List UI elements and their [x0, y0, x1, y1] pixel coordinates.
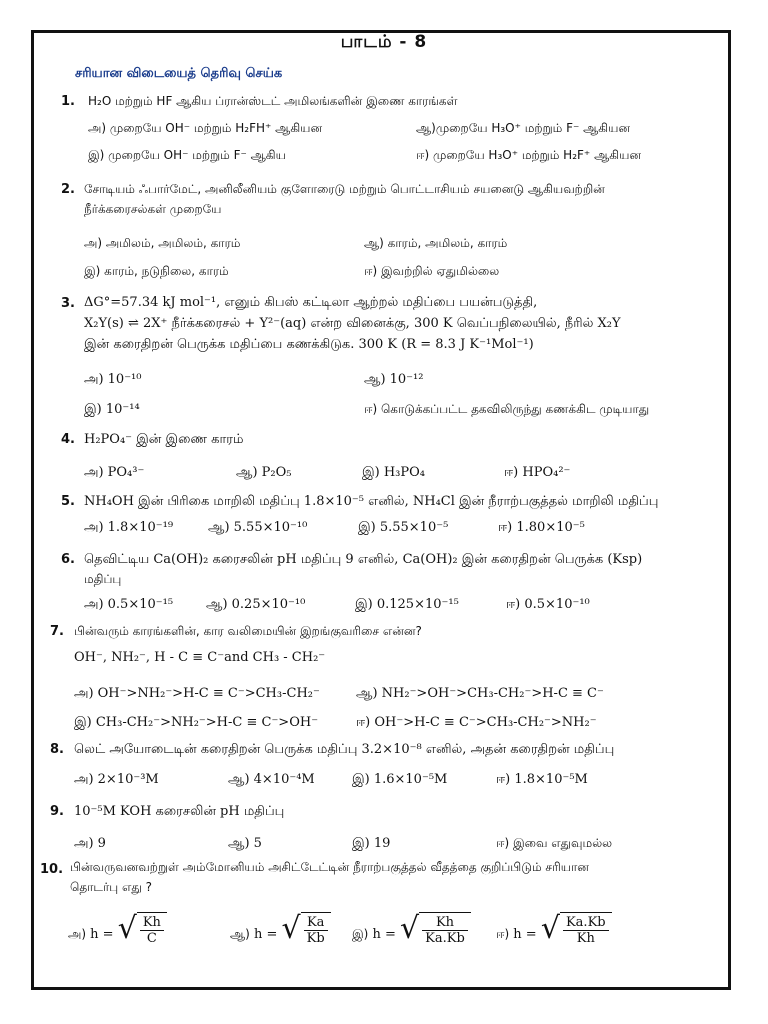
option-c: இ) 0.125×10⁻¹⁵ [355, 597, 459, 612]
option-d: ஈ) 0.5×10⁻¹⁰ [506, 597, 590, 612]
option-a: அ) PO₄³⁻ [84, 465, 145, 480]
option-c: இ) முறையே OH⁻ மற்றும் F⁻ ஆகிய [88, 148, 286, 162]
option-d: ஈ) OH⁻>H-C ≡ C⁻>CH₃-CH₂⁻>NH₂⁻ [356, 715, 597, 730]
question-text-line2: மதிப்பு [84, 572, 122, 586]
option-d: ஈ) 1.80×10⁻⁵ [498, 520, 585, 535]
question-text-line3: இன் கரைதிறன் பெருக்க மதிப்பை கணக்கிடுக. 300 K (R = 8.3 J K⁻¹Mol⁻¹) [84, 337, 534, 352]
option-a: அ) OH⁻>NH₂⁻>H-C ≡ C⁻>CH₃-CH₂⁻ [74, 686, 320, 701]
option-b: ஆ)முறையே H₃O⁺ மற்றும் F⁻ ஆகியன [416, 121, 631, 135]
option-c: இ) CH₃-CH₂⁻>NH₂⁻>H-C ≡ C⁻>OH⁻ [74, 715, 319, 730]
option-c: இ) 5.55×10⁻⁵ [358, 520, 449, 535]
option-c [352, 912, 471, 946]
question-text-line2: நீர்க்கரைசல்கள் முறையே [84, 202, 222, 216]
sqrt-expression [541, 912, 612, 946]
question-number: 1. [61, 94, 75, 109]
question-text: லெட் அயோடைடின் கரைதிறன் பெருக்க மதிப்பு 3.2×10⁻⁸ எனில், அதன் கரைதிறன் மதிப்பு [74, 742, 615, 757]
question-text: NH₄OH இன் பிரிகை மாறிலி மதிப்பு 1.8×10⁻⁵ எனில், NH₄Cl இன் நீராற்பகுத்தல் மாறிலி மதிப்பு [84, 494, 659, 509]
lesson-title: பாடம் - 8 [340, 32, 428, 52]
h-equals: h = [254, 927, 278, 942]
denominator: C [146, 931, 157, 946]
denominator: Kb [306, 931, 325, 946]
option-d: ஈ) இவற்றில் ஏதுமில்லை [364, 264, 500, 278]
numerator: Ka.Kb [563, 915, 609, 931]
question-number: 5. [61, 494, 75, 509]
option-a: அ) அமிலம், அமிலம், காரம் [84, 236, 241, 250]
option-c: இ) 19 [352, 836, 391, 851]
option-label: அ) [68, 927, 87, 941]
denominator: Kh [576, 931, 595, 946]
h-equals: h = [372, 927, 396, 942]
option-d [496, 912, 612, 946]
option-c: இ) 1.6×10⁻⁵M [352, 772, 448, 787]
denominator: Ka.Kb [425, 931, 465, 946]
option-d: ஈ) முறையே H₃O⁺ மற்றும் H₂F⁺ ஆகியன [416, 148, 641, 162]
option-a: அ) 9 [74, 836, 106, 851]
option-a: அ) முறையே OH⁻ மற்றும் H₂FH⁺ ஆகியன [88, 121, 323, 135]
option-b: ஆ) காரம், அமிலம், காரம் [364, 236, 508, 250]
instruction-heading: சரியான விடையைத் தெரிவு செய்க [75, 66, 283, 81]
numerator: Kh [140, 915, 164, 931]
h-equals: h = [90, 927, 114, 942]
numerator: Kh [422, 915, 468, 931]
question-number: 4. [61, 432, 75, 447]
option-c: இ) 10⁻¹⁴ [84, 402, 140, 417]
h-equals: h = [513, 927, 537, 942]
question-text-line1: சோடியம் ஃபார்மேட், அனிலீனியம் குளோரைடு மற்றும் பொட்டாசியம் சயனைடு ஆகியவற்றின் [84, 182, 605, 196]
question-number: 9. [50, 804, 64, 819]
option-c: இ) காரம், நடுநிலை, காரம் [84, 264, 229, 278]
numerator: Ka [304, 915, 328, 931]
option-b: ஆ) NH₂⁻>OH⁻>CH₃-CH₂⁻>H-C ≡ C⁻ [356, 686, 604, 701]
species-list: OH⁻, NH₂⁻, H - C ≡ C⁻and CH₃ - CH₂⁻ [74, 650, 326, 665]
option-label: இ) [352, 927, 369, 941]
sqrt-icon: √ [281, 911, 301, 946]
question-number: 2. [61, 182, 75, 197]
question-number: 8. [50, 742, 64, 757]
question-number: 7. [50, 624, 64, 639]
sqrt-icon: √ [540, 911, 560, 946]
option-b: ஆ) 4×10⁻⁴M [228, 772, 315, 787]
option-a: அ) 10⁻¹⁰ [84, 372, 142, 387]
option-b: ஆ) 5.55×10⁻¹⁰ [208, 520, 308, 535]
question-number: 10. [40, 862, 64, 877]
option-a: அ) 1.8×10⁻¹⁹ [84, 520, 174, 535]
question-text-line1: ΔG°=57.34 kJ mol⁻¹, எனும் கிபஸ் கட்டிலா ஆற்றல் மதிப்பை பயன்படுத்தி, [84, 295, 538, 310]
question-text-line1: தெவிட்டிய Ca(OH)₂ கரைசலின் pH மதிப்பு 9 எனில், Ca(OH)₂ இன் கரைதிறன் பெருக்க (Ksp) [84, 552, 643, 567]
option-a: அ) 2×10⁻³M [74, 772, 159, 787]
question-text-line1: பின்வருவனவற்றுள் அம்மோனியம் அசிட்டேட்டின் நீராற்பகுத்தல் வீதத்தை குறிப்பிடும் சரியான [70, 860, 589, 874]
sqrt-icon: √ [117, 911, 137, 946]
option-label: ஈ) [496, 927, 510, 941]
question-number: 6. [61, 552, 75, 567]
question-text: H₂O மற்றும் HF ஆகிய ப்ரான்ஸ்டட் அமிலங்களின் இணை காரங்கள் [88, 94, 458, 108]
sqrt-icon: √ [400, 911, 420, 946]
question-number: 3. [61, 296, 75, 311]
option-d: ஈ) 1.8×10⁻⁵M [496, 772, 588, 787]
option-d: ஈ) இவை எதுவுமல்ல [496, 836, 613, 850]
question-text-line2: தொடர்பு எது ? [70, 880, 152, 894]
option-b: ஆ) P₂O₅ [236, 465, 292, 480]
option-a [68, 912, 167, 946]
option-label: ஆ) [230, 927, 250, 941]
question-text-line2: X₂Y(s) ⇌ 2X⁺ நீர்க்கரைசல் + Y²⁻(aq) என்ற வினைக்கு, 300 K வெப்பநிலையில், நீரில் X₂Y [84, 316, 621, 331]
option-d: ஈ) HPO₄²⁻ [504, 465, 571, 480]
question-text: பின்வரும் காரங்களின், கார வலிமையின் இறங்குவரிசை என்ன? [74, 624, 422, 638]
sqrt-expression [400, 912, 471, 946]
option-b [230, 912, 331, 946]
option-b: ஆ) 5 [228, 836, 262, 851]
option-c: இ) H₃PO₄ [362, 465, 426, 480]
option-b: ஆ) 10⁻¹² [364, 372, 424, 387]
question-text: H₂PO₄⁻ இன் இணை காரம் [84, 432, 244, 447]
question-text: 10⁻⁵M KOH கரைசலின் pH மதிப்பு [74, 804, 285, 819]
option-b: ஆ) 0.25×10⁻¹⁰ [206, 597, 306, 612]
option-d: ஈ) கொடுக்கப்பட்ட தகவிலிருந்து கணக்கிட முடியாது [364, 402, 650, 416]
option-a: அ) 0.5×10⁻¹⁵ [84, 597, 174, 612]
sqrt-expression [118, 912, 167, 946]
sqrt-expression [282, 912, 331, 946]
